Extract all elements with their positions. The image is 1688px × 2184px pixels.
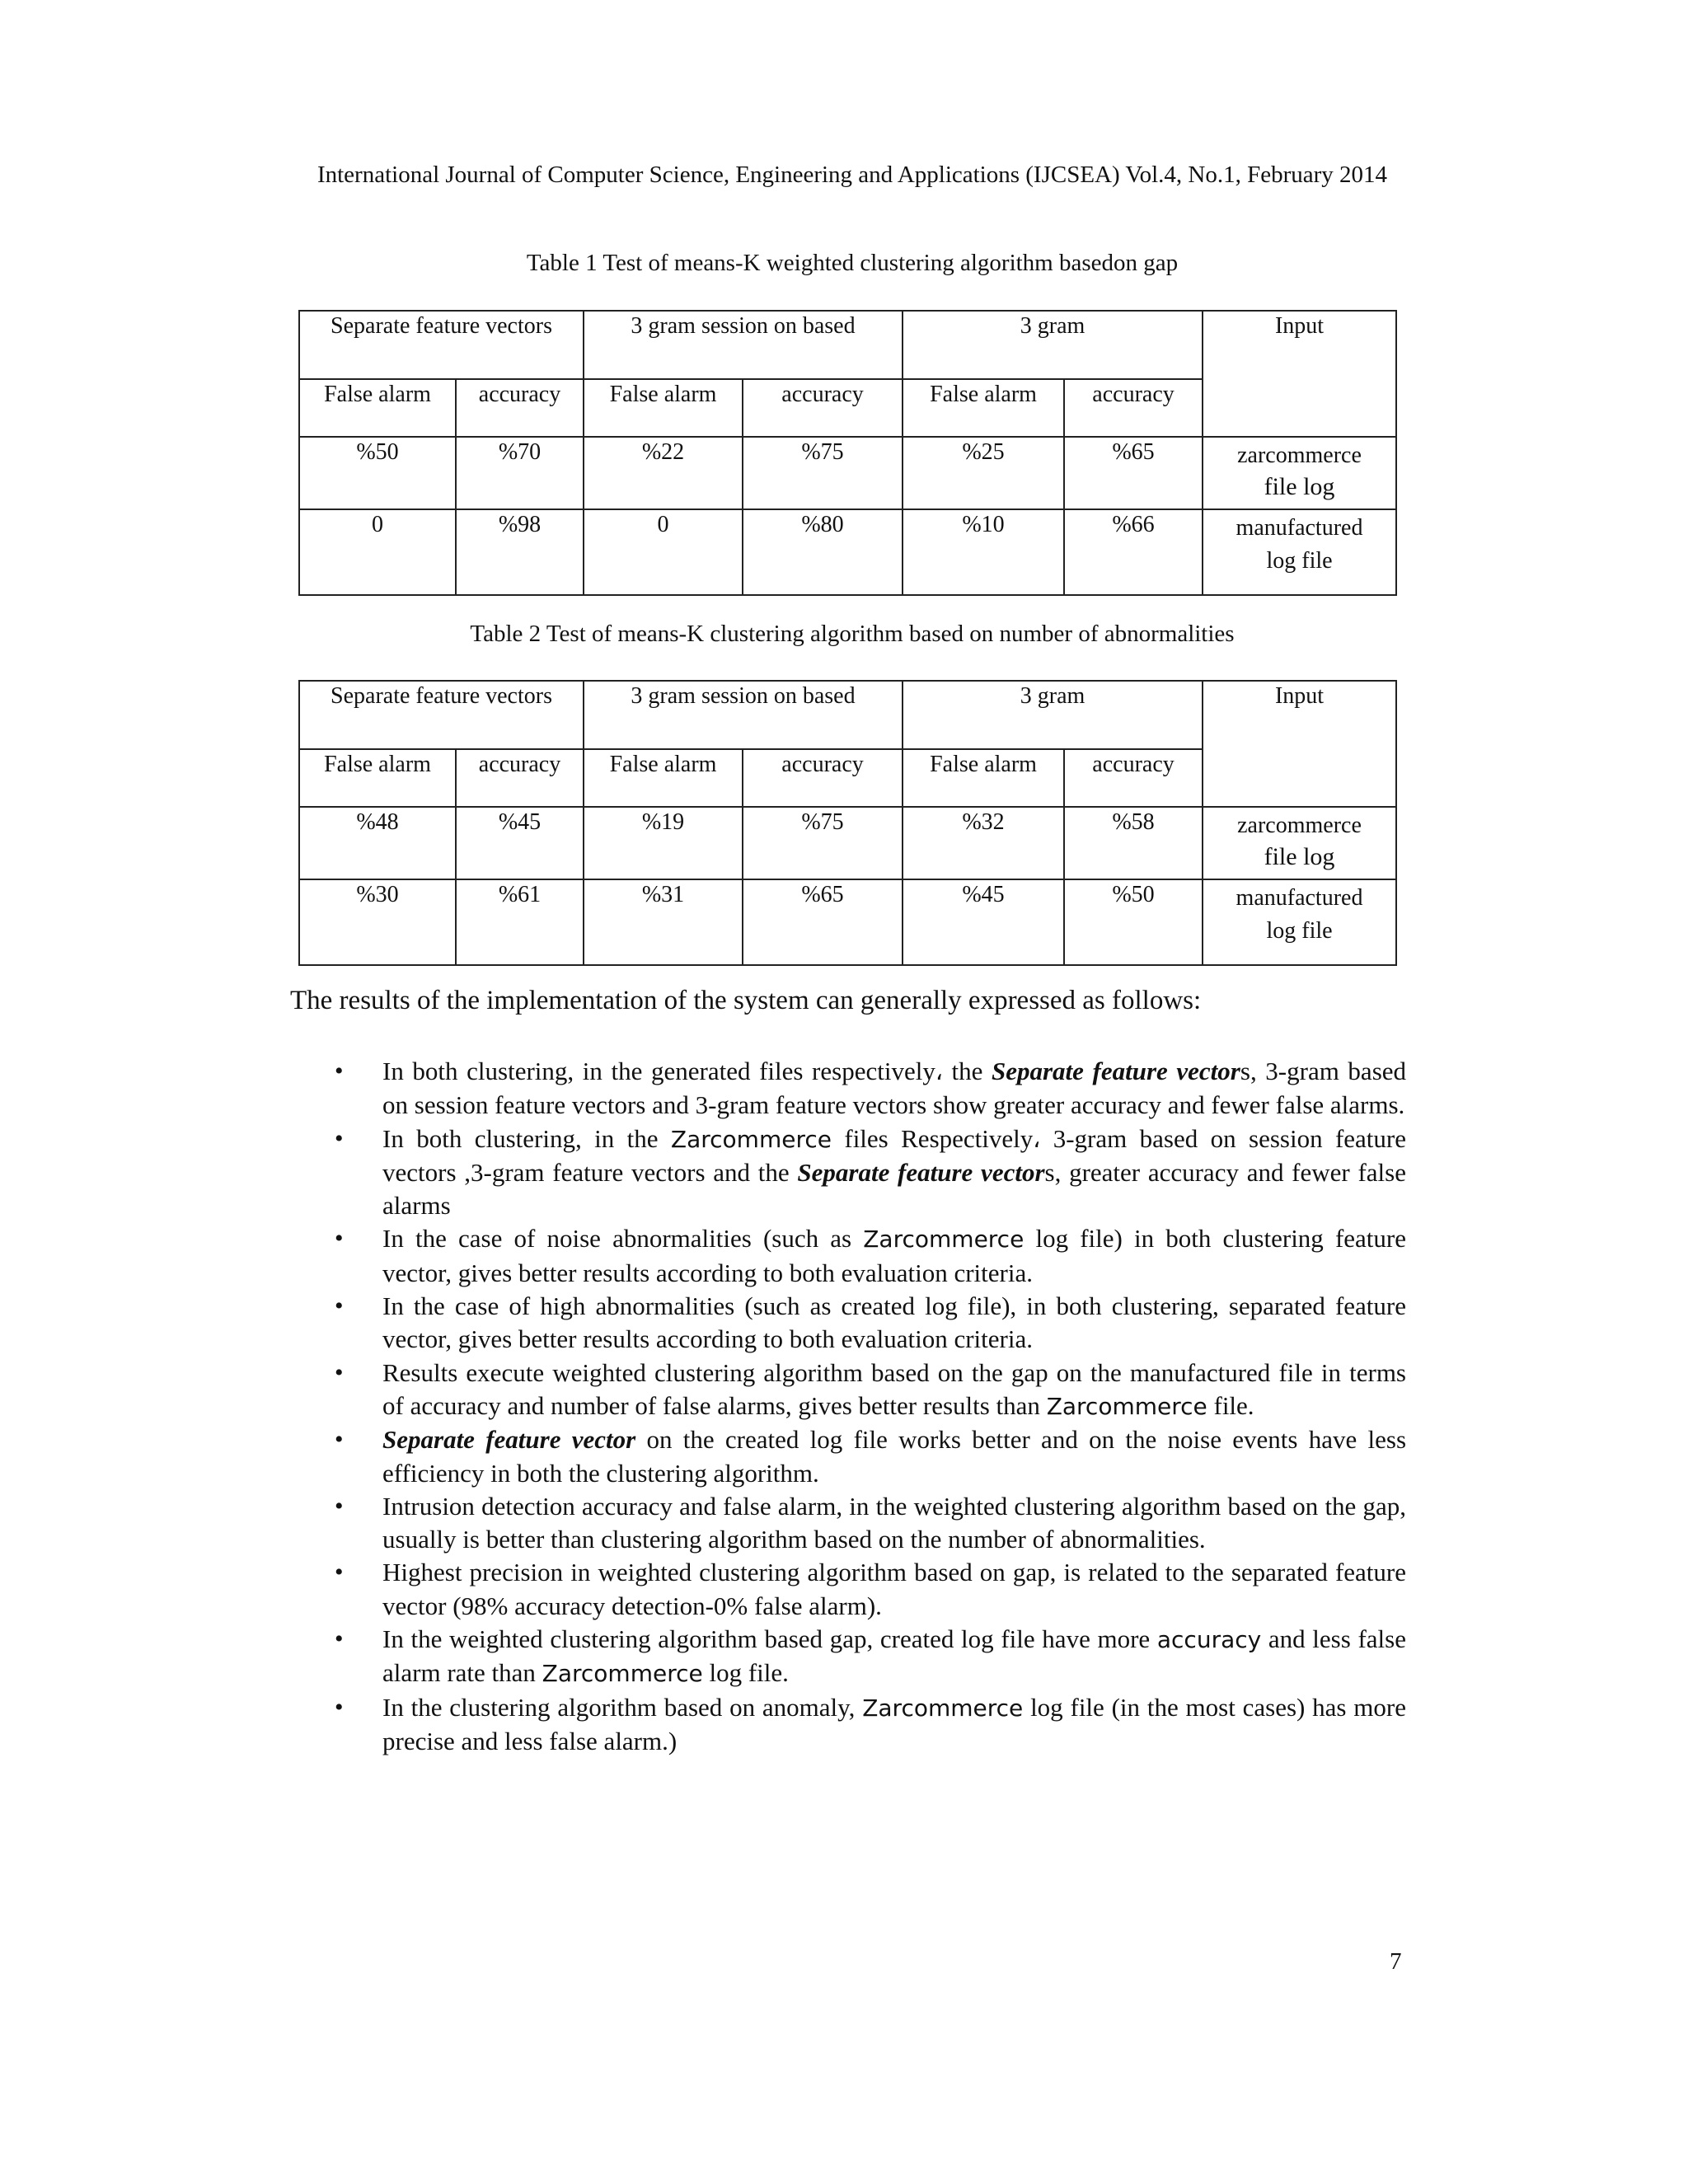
subheader-false-alarm: False alarm [584,749,743,807]
subheader-false-alarm: False alarm [903,379,1064,437]
text: files Respectively [831,1123,1034,1153]
list-item [335,1055,1407,1122]
text: s, 3-gram based on session feature vectors and 3-gram feature vectors show greater accuracy and fewer false alarms. [382,1057,1407,1120]
group-input: Input [1203,681,1396,807]
text: Zarcommerce [863,1226,1025,1254]
text: log file) in both clustering feature vector, gives better results according to both evaluation criteria. [382,1224,1406,1287]
cell: %30 [299,879,456,965]
cell: 0 [584,509,743,595]
text: on the created log file works better and on the noise events have less efficiency in both the clustering algorithm. [382,1425,1407,1488]
input-main: zarcommerce [1237,813,1362,838]
text: log file. [702,1658,789,1688]
subheader-false-alarm: False alarm [903,749,1064,807]
cell: %32 [903,807,1064,879]
text: 3-gram based on session feature vectors ,3-gram feature vectors and the [382,1123,1407,1187]
text: Zarcommerce [670,1125,832,1153]
group-3gram-session: 3 gram session on based [584,311,903,379]
text: ، [1033,1125,1041,1153]
text: Results execute weighted clustering algorithm based on the gap on the manufactured file in terms of accuracy and number of false alarms, gives better results than [382,1357,1406,1420]
text: In both clustering, in the [382,1123,671,1153]
emphasis: Separate feature vector [991,1057,1240,1085]
list-item [335,1423,1407,1490]
text: Zarcommerce [862,1694,1024,1722]
group-separate-feature-vectors: Separate feature vectors [299,681,584,749]
input-main: manufactured [1236,885,1363,911]
list-item [335,1623,1406,1691]
input-sub: file log [1264,843,1335,870]
cell: %31 [584,879,743,965]
table-1-caption: Table 1 Test of means-K weighted clustering algorithm basedon gap [526,250,1179,276]
group-separate-feature-vectors: Separate feature vectors [299,311,584,379]
cell: %75 [743,807,903,879]
text: ، [935,1058,943,1085]
subheader-false-alarm: False alarm [299,379,456,437]
subheader-accuracy: accuracy [743,749,903,807]
table-2 [298,680,1397,966]
text: log file (in the most cases) has more precise and less false alarm.) [382,1692,1406,1755]
subheader-false-alarm: False alarm [299,749,456,807]
text: Intrusion detection accuracy and false alarm, in the weighted clustering algorithm based on the gap, usually is better than clustering algorithm based on the number of abnormalities. [382,1491,1406,1554]
bullet-icon: • [335,1292,344,1320]
bullet-icon: • [335,1358,344,1386]
list-item [335,1691,1406,1759]
cell: %80 [743,509,903,595]
bullet-icon: • [335,1693,344,1721]
cell: %50 [1064,879,1203,965]
text: In the clustering algorithm based on anomaly, [382,1692,863,1722]
cell: %58 [1064,807,1203,879]
cell: %48 [299,807,456,879]
bullet-icon: • [335,1625,344,1653]
list-item [335,1290,1406,1357]
emphasis: Separate feature vector [797,1157,1045,1187]
cell: %65 [743,879,903,965]
list-item [335,1357,1406,1424]
input-sub: file log [1264,473,1335,500]
cell: %61 [456,879,584,965]
text: s, greater accuracy and fewer false alarms [382,1157,1406,1221]
list-item [335,1490,1406,1557]
subheader-accuracy: accuracy [456,379,584,437]
emphasis: Separate feature vector [382,1425,636,1455]
text: In the case of noise abnormalities (such as [382,1224,864,1254]
page-number: 7 [1390,1948,1402,1975]
input-cell [1203,509,1396,595]
results-list [335,1055,1407,1758]
subheader-accuracy: accuracy [743,379,903,437]
group-3gram-session: 3 gram session on based [584,681,903,749]
group-input: Input [1203,311,1396,437]
table-row [299,879,1396,965]
cell: %45 [456,807,584,879]
input-main: manufactured [1236,515,1363,541]
input-cell [1203,879,1396,965]
subheader-accuracy: accuracy [1064,379,1203,437]
table-1 [298,310,1397,596]
group-3gram: 3 gram [903,311,1203,379]
cell: %45 [903,879,1064,965]
results-intro: The results of the implementation of the system can generally expressed as follows: [290,986,1202,1015]
cell: %75 [743,437,903,509]
input-sub: log file [1266,918,1333,944]
input-cell [1203,437,1396,509]
bullet-icon: • [335,1558,344,1586]
table-row [299,509,1396,595]
cell: %98 [456,509,584,595]
table-2-caption: Table 2 Test of means-K clustering algorithm based on number of abnormalities [470,621,1235,647]
text: In the case of high abnormalities (such as created log file), in both clustering, separated feature vector, gives better results according to both evaluation criteria. [382,1291,1406,1354]
cell: %19 [584,807,743,879]
cell: 0 [299,509,456,595]
subheader-false-alarm: False alarm [584,379,743,437]
cell: %70 [456,437,584,509]
text: Highest precision in weighted clustering algorithm based on gap, is related to the separated feature vector (98% accuracy detection-0% false alarm). [382,1558,1406,1620]
input-sub: log file [1266,548,1333,574]
bullet-icon: • [335,1426,344,1454]
cell: %22 [584,437,743,509]
text: In the weighted clustering algorithm based gap, created log file have more [382,1624,1157,1654]
table-row [299,437,1396,509]
bullet-icon: • [335,1492,344,1520]
table-row [299,807,1396,879]
text: the [942,1057,992,1085]
input-cell [1203,807,1396,879]
text: file. [1207,1390,1254,1420]
cell: %66 [1064,509,1203,595]
list-item [335,1222,1406,1290]
text: Zarcommerce [1046,1392,1207,1420]
group-3gram: 3 gram [903,681,1203,749]
input-main: zarcommerce [1237,443,1362,468]
text: In both clustering, in the generated files respectively [382,1057,935,1085]
text: and less false alarm rate than [382,1624,1406,1688]
cell: %10 [903,509,1064,595]
list-item [335,1122,1407,1223]
subheader-accuracy: accuracy [1064,749,1203,807]
bullet-icon: • [335,1225,344,1253]
journal-header: International Journal of Computer Science, Engineering and Applications (IJCSEA) Vol.4, No.1, February 2014 [316,162,1388,188]
cell: %65 [1064,437,1203,509]
list-item [335,1556,1406,1623]
text: Zarcommerce [542,1660,703,1688]
cell: %25 [903,437,1064,509]
cell: %50 [299,437,456,509]
bullet-icon: • [335,1057,344,1085]
bullet-icon: • [335,1124,344,1152]
text: accuracy [1156,1626,1262,1654]
subheader-accuracy: accuracy [456,749,584,807]
